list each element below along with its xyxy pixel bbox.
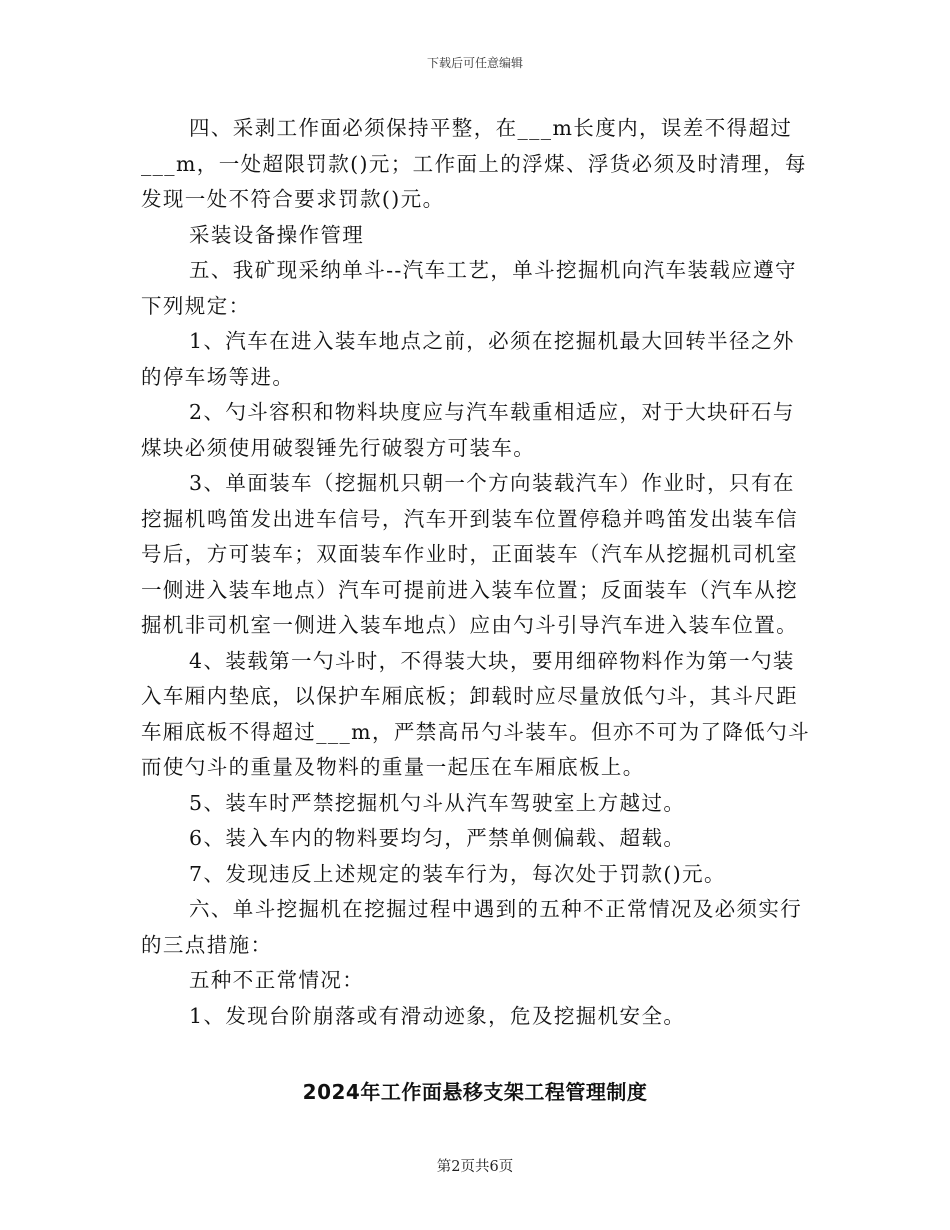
- page-header: 下载后可任意编辑: [426, 56, 523, 70]
- paragraph: 四、采剥工作面必须保持平整，在___m长度内，误差不得超过___m，一处超限罚款()元；工作面上的浮煤、浮货必须及时清理，每发现一处不符合要求罚款()元。: [141, 116, 807, 211]
- paragraph: 五种不正常情况：: [189, 968, 365, 992]
- list-item: 6、装入车内的物料要均匀，严禁单侧偏载、超载。: [189, 826, 686, 850]
- page-footer: 第2页共6页: [436, 1159, 514, 1175]
- list-item: 3、单面装车（挖掘机只朝一个方向装载汽车）作业时，只有在挖掘机鸣笛发出进车信号，汽车开到装车位置停稳并鸣笛发出装车信号后，方可装车；双面装车作业时，正面装车（汽车从挖掘机司机室一侧进入装车地点）汽车可提前进入装车位置；反面装车（汽车从挖掘机非司机室一侧进入装车地点）应由勺斗引导汽车进入装车位置。: [141, 471, 798, 637]
- document-heading: 2024年工作面悬移支架工程管理制度: [302, 1080, 648, 1104]
- list-item: 4、装载第一勺斗时，不得装大块，要用细碎物料作为第一勺装入车厢内垫底，以保护车厢底板；卸载时应尽量放低勺斗，其斗尺距车厢底板不得超过___m，严禁高吊勺斗装车。但亦不可为了降低勺斗而使勺斗的重量及物料的重量一起压在车厢底板上。: [141, 648, 810, 779]
- list-item: 5、装车时严禁挖掘机勺斗从汽车驾驶室上方越过。: [189, 790, 686, 815]
- paragraph: 五、我矿现采纳单斗--汽车工艺，单斗挖掘机向汽车装载应遵守下列规定：: [141, 258, 797, 318]
- paragraph: 六、单斗挖掘机在挖掘过程中遇到的五种不正常情况及必须实行的三点措施：: [141, 897, 803, 957]
- document-body: [141, 111, 813, 1034]
- list-item: 1、汽车在进入装车地点之前，必须在挖掘机最大回转半径之外的停车场等进。: [141, 329, 795, 389]
- list-item: 1、发现台阶崩落或有滑动迹象，危及挖掘机安全。: [189, 1003, 686, 1028]
- list-item: 7、发现违反上述规定的装车行为，每次处于罚款()元。: [189, 861, 726, 886]
- list-item: 2、勺斗容积和物料块度应与汽车载重相适应，对于大块矸石与煤块必须使用破裂锤先行破裂方可装车。: [141, 400, 795, 460]
- section-title: 采装设备操作管理: [189, 222, 365, 247]
